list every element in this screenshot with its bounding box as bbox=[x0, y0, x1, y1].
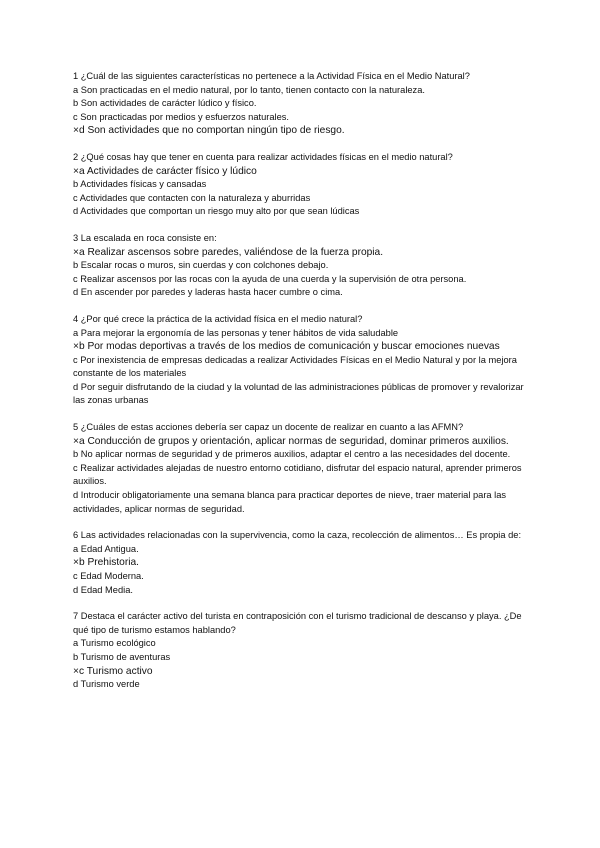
answer-option: c Edad Moderna. bbox=[73, 571, 144, 581]
document-page bbox=[73, 70, 535, 705]
question-stem: 1 ¿Cuál de las siguientes características no pertenece a la Actividad Física en el Medio Natural? bbox=[73, 71, 470, 81]
question-stem: 6 Las actividades relacionadas con la supervivencia, como la caza, recolección de alimentos… Es propia de: bbox=[73, 530, 522, 541]
answer-option-marked: ×a Actividades de carácter físico y lúdico bbox=[73, 165, 257, 177]
answer-option: c Realizar actividades alejadas de nuestro entorno cotidiano, disfrutar del espacio natural, aprender primeros auxilios. bbox=[73, 462, 522, 487]
answer-option: d Introducir obligatoriamente una semana blanca para practicar deportes de nieve, traer material para las actividades, aplicar normas de seguridad. bbox=[73, 490, 507, 514]
question-stem: 7 Destaca el carácter activo del turista en contraposición con el turismo tradicional de descanso y playa. ¿De qué tipo de turismo estamos hablando? bbox=[73, 611, 522, 635]
answer-option-marked: ×a Conducción de grupos y orientación, aplicar normas de seguridad, dominar primeros auxilios. bbox=[73, 435, 509, 447]
answer-option: b No aplicar normas de seguridad y de primeros auxilios, adaptar el centro a las necesidades del docente. bbox=[73, 449, 511, 460]
answer-option: c Por inexistencia de empresas dedicadas a realizar Actividades Físicas en el Medio Natural y por la mejora constante de los materiales bbox=[73, 354, 517, 379]
answer-option: b Escalar rocas o muros, sin cuerdas y con colchones debajo. bbox=[73, 260, 329, 271]
answer-option: d Edad Media. bbox=[73, 584, 133, 595]
answer-option: c Son practicadas por medios y esfuerzos naturales. bbox=[73, 111, 290, 122]
answer-option: c Actividades que contacten con la naturaleza y aburridas bbox=[73, 192, 311, 203]
answer-option: a Para mejorar la ergonomía de las personas y tener hábitos de vida saludable bbox=[73, 327, 399, 338]
answer-option: b Turismo de aventuras bbox=[73, 651, 171, 662]
question-5 bbox=[73, 421, 535, 516]
answer-option-marked: ×b Prehistoria. bbox=[73, 557, 139, 569]
answer-option: a Turismo ecológico bbox=[73, 638, 156, 649]
answer-option: a Son practicadas en el medio natural, por lo tanto, tienen contacto con la naturaleza. bbox=[73, 84, 425, 95]
question-stem: 2 ¿Qué cosas hay que tener en cuenta para realizar actividades físicas en el medio natural? bbox=[73, 151, 453, 162]
question-6 bbox=[73, 529, 535, 597]
answer-option: d Por seguir disfrutando de la ciudad y la voluntad de las administraciones públicas de promover y revalorizar las zonas urbanas bbox=[73, 381, 524, 406]
answer-option: b Actividades físicas y cansadas bbox=[73, 179, 207, 190]
answer-option: d Turismo verde bbox=[73, 679, 140, 690]
answer-option: b Son actividades de carácter lúdico y físico. bbox=[73, 98, 257, 109]
question-4 bbox=[73, 313, 535, 408]
answer-option-marked: ×d Son actividades que no comportan ningún tipo de riesgo. bbox=[73, 125, 345, 137]
question-stem: 5 ¿Cuáles de estas acciones debería ser capaz un docente de realizar en cuanto a las AFMN? bbox=[73, 422, 464, 433]
question-7 bbox=[73, 610, 535, 692]
answer-option: d En ascender por paredes y laderas hasta hacer cumbre o cima. bbox=[73, 287, 343, 298]
question-stem: 4 ¿Por qué crece la práctica de la actividad física en el medio natural? bbox=[73, 313, 363, 324]
question-2 bbox=[73, 151, 535, 219]
answer-option-marked: ×c Turismo activo bbox=[73, 665, 153, 677]
answer-option: c Realizar ascensos por las rocas con la ayuda de una cuerda y la supervisión de otra persona. bbox=[73, 273, 467, 284]
question-3 bbox=[73, 232, 535, 300]
answer-option: a Edad Antigua. bbox=[73, 543, 139, 554]
question-1 bbox=[73, 70, 535, 138]
answer-option-marked: ×b Por modas deportivas a través de los medios de comunicación y buscar emociones nuevas bbox=[73, 341, 500, 353]
question-stem: 3 La escalada en roca consiste en: bbox=[73, 232, 217, 243]
answer-option: d Actividades que comportan un riesgo muy alto por que sean lúdicas bbox=[73, 206, 360, 217]
answer-option-marked: ×a Realizar ascensos sobre paredes, valiéndose de la fuerza propia. bbox=[73, 246, 384, 258]
